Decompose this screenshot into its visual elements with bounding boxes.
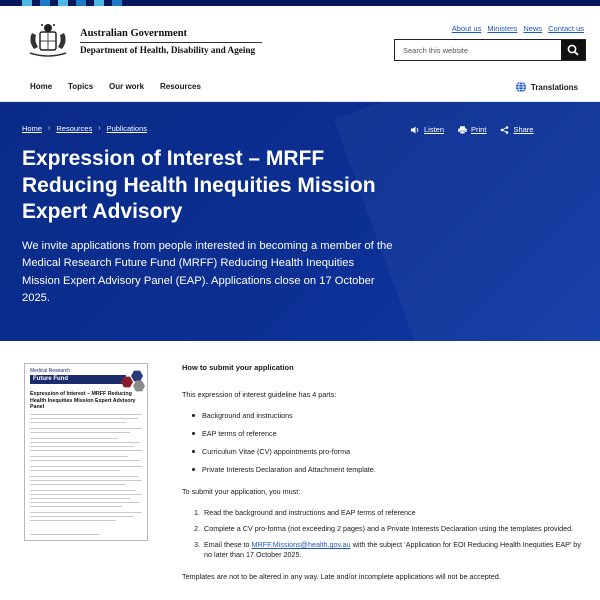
text-line: [30, 516, 134, 517]
list-item: Private Interests Declaration and Attachment template.: [182, 465, 582, 475]
nav-resources[interactable]: Resources: [160, 82, 201, 91]
list-item: EAP terms of reference: [182, 429, 582, 439]
step-text: with the subject ‘Application for EOI Reducing Health Inequities EAP’ by no later than 17 October 2025.: [204, 540, 581, 560]
text-line: [30, 512, 142, 513]
document-thumb-title: Expression of Interest – MRFF Reducing Health Inequities Mission Expert Advisory Panel: [30, 391, 136, 411]
search-input[interactable]: [395, 40, 561, 60]
listen-button[interactable]: [411, 125, 444, 134]
submit-intro: To submit your application, you must:: [182, 486, 301, 496]
document-thumbnail[interactable]: [24, 363, 148, 541]
text-line: [30, 460, 140, 461]
translations-label: Translations: [530, 82, 578, 92]
page-description: We invite applications from people interested in becoming a member of the Medical Research Future Fund (MRFF) Reducing Health Inequities Mission Expert Advisory Panel (EAP). Applications close on 17 October 2025.: [22, 240, 393, 305]
translations-button[interactable]: [515, 81, 578, 93]
text-line: [30, 422, 126, 423]
contact-us-link[interactable]: Contact us: [548, 24, 584, 33]
text-line: [30, 494, 142, 495]
text-line: [30, 456, 128, 457]
news-link[interactable]: News: [523, 24, 543, 33]
nav-our-work[interactable]: Our work: [109, 82, 145, 91]
print-label: Print: [471, 125, 487, 134]
steps-list: [182, 508, 582, 560]
text-line: [30, 466, 142, 467]
share-button[interactable]: [500, 125, 533, 134]
article-body: [182, 363, 582, 593]
parts-intro: This expression of interest guideline has 4 parts:: [182, 389, 337, 399]
document-header-small: Medical Research: [30, 368, 71, 374]
utility-links: [452, 24, 584, 33]
document-header-bar: Future Fund: [30, 375, 126, 384]
speaker-icon: [411, 126, 420, 134]
text-line: [30, 438, 118, 439]
site-search: [394, 39, 586, 61]
coat-of-arms-logo[interactable]: [22, 19, 74, 59]
about-us-link[interactable]: About us: [451, 24, 482, 33]
hero-banner: [0, 102, 600, 341]
text-line: [30, 428, 142, 429]
breadcrumb-home[interactable]: Home: [22, 124, 43, 133]
text-line: [30, 520, 116, 521]
text-line: [30, 450, 142, 451]
text-line: [30, 484, 126, 485]
text-line: [30, 470, 120, 471]
text-line: [30, 480, 142, 481]
listen-label: Listen: [424, 125, 445, 134]
logo-divider: [80, 42, 262, 43]
parts-list: [182, 411, 582, 475]
step-text: Email these to: [204, 540, 252, 550]
step-item: [202, 540, 582, 560]
footer-note: Templates are not to be altered in any way. Late and/or incomplete applications will not be accepted.: [182, 572, 501, 582]
text-line: [30, 432, 130, 433]
text-line: [30, 446, 134, 447]
breadcrumb-resources[interactable]: Resources: [56, 124, 93, 133]
page-title: Expression of Interest – MRFF Reducing Health Inequities Mission Expert Advisory: [22, 147, 376, 224]
step-item: 1. Read the background and instructions and EAP terms of reference: [202, 508, 582, 518]
nav-topics[interactable]: Topics: [68, 82, 94, 91]
text-line: [30, 418, 138, 419]
breadcrumb: [22, 124, 147, 133]
department-name: Department of Health, Disability and Ageing: [80, 45, 256, 55]
print-button[interactable]: [458, 125, 486, 134]
main-content: [0, 341, 600, 600]
text-line: [30, 490, 136, 491]
globe-icon: [515, 81, 527, 93]
breadcrumb-publications[interactable]: Publications: [106, 124, 148, 133]
printer-icon: [458, 126, 467, 134]
share-label: Share: [513, 125, 534, 134]
page-actions: [411, 125, 533, 134]
text-line: [30, 498, 130, 499]
text-line: [30, 534, 100, 535]
text-line: [30, 476, 138, 477]
chevron-right-icon: ›: [48, 125, 51, 132]
list-item: Curriculum Vitae (CV) appointments pro-forma: [182, 447, 582, 457]
text-line: [30, 442, 140, 443]
text-line: [30, 502, 140, 503]
site-header: [0, 6, 600, 72]
ministers-link[interactable]: Ministers: [487, 24, 518, 33]
list-item: Background and instructions: [182, 411, 582, 421]
section-heading: How to submit your application: [182, 363, 294, 372]
government-name: Australian Government: [80, 28, 188, 39]
step-item: 2. Complete a CV pro-forma (not exceeding 2 pages) and a Private Interests Declaration using the templates provided.: [202, 524, 582, 534]
text-line: [30, 414, 142, 415]
main-navigation: [0, 72, 600, 102]
nav-home[interactable]: Home: [30, 82, 53, 91]
text-line: [30, 506, 122, 507]
chevron-right-icon: ›: [98, 125, 101, 132]
search-button[interactable]: [561, 40, 585, 60]
search-icon: [567, 44, 579, 56]
email-link[interactable]: MRFF.Missions@health.gov.au: [251, 540, 351, 550]
share-icon: [500, 126, 509, 134]
